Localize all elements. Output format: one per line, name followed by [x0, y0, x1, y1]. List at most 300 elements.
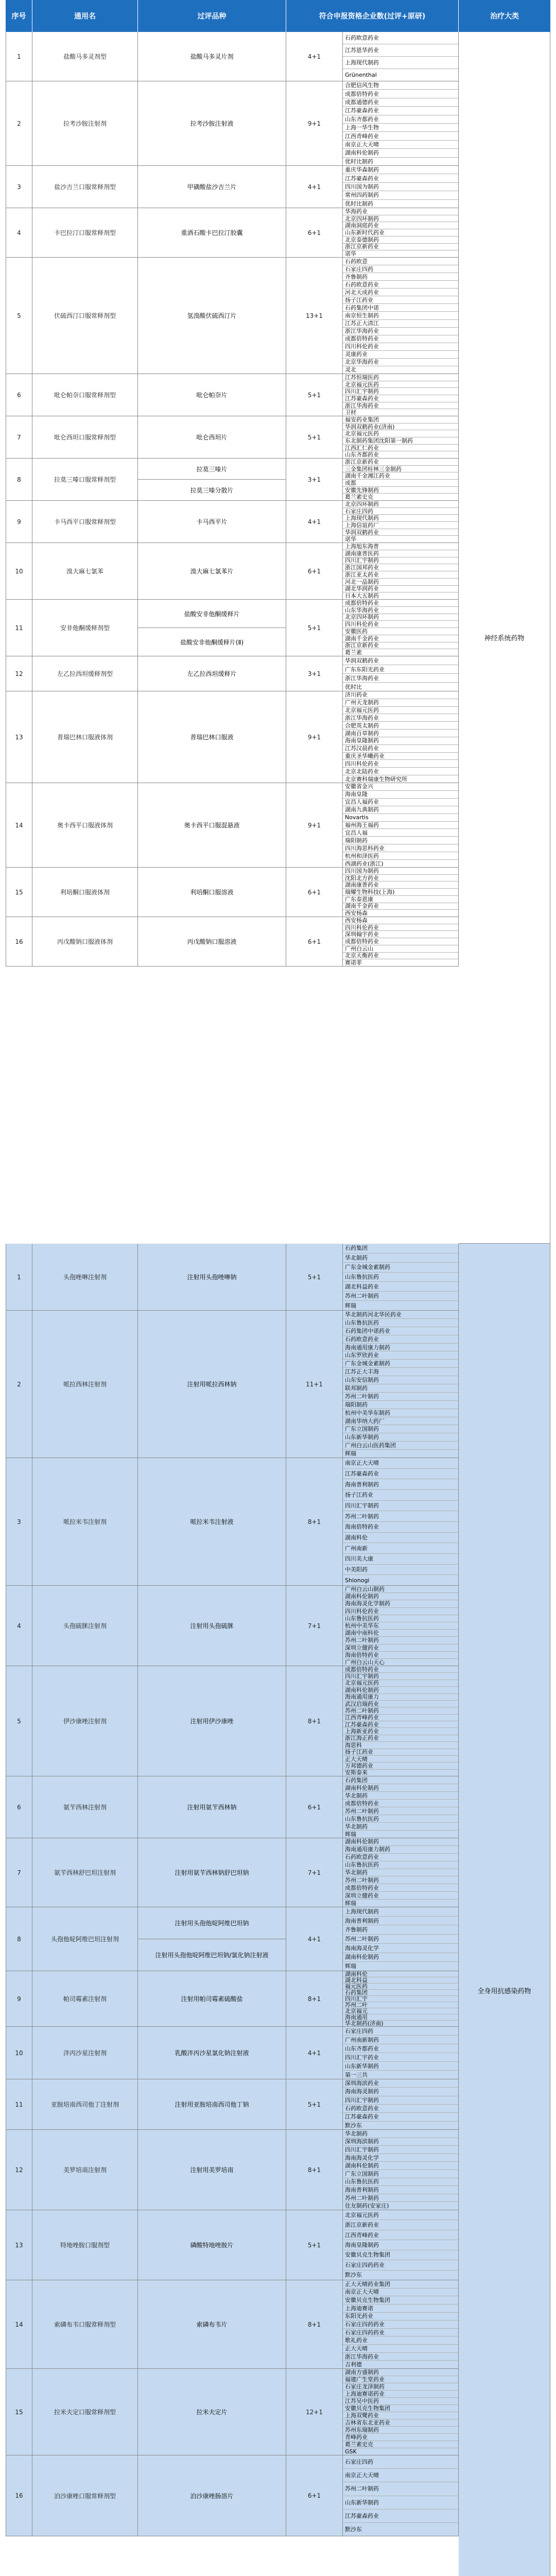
company-name: 苏州二叶制药: [343, 1935, 458, 1944]
company-name: 浙江华海药业: [343, 2353, 458, 2361]
company-name: 广东金城金素制药: [343, 1263, 458, 1273]
product-name: 拉莫三嗪分散片: [190, 486, 234, 494]
company-name: 四川汇宇药业: [343, 2053, 458, 2062]
row-count: 4+1: [286, 2027, 343, 2079]
company-name: 诺华: [345, 250, 356, 258]
row-products: [138, 166, 286, 208]
company-name: 成都倍特药业: [343, 1884, 458, 1892]
company-name: 江西青峰药业: [343, 132, 458, 140]
row-count: 5+1: [286, 2210, 343, 2280]
product-name: 注射用头孢硫脒: [190, 1622, 234, 1630]
company-name: 湖南九典制药: [343, 806, 458, 814]
row-companies: [343, 600, 459, 656]
company-name: 深圳海滨药业: [343, 2079, 458, 2088]
company-name: 北京泰德制药: [343, 236, 458, 244]
company-name: Grünenthal: [345, 72, 377, 78]
row-companies: [343, 501, 459, 543]
row-seq: 13: [6, 691, 32, 783]
company-name: 辉瑞: [345, 1831, 356, 1838]
company-name: 湖南科伦制药: [343, 2162, 458, 2170]
company-name: 石家庄四药药业: [343, 2320, 458, 2329]
company-name: 华润双鹤药业: [343, 529, 458, 536]
table-row: [6, 166, 459, 208]
row-companies: [343, 1776, 459, 1838]
company-name: 浙江华海药业: [343, 674, 458, 683]
table-row: [6, 600, 459, 656]
row-products: [138, 81, 286, 165]
table-row: [6, 2130, 459, 2210]
row-generic-name: 哌拉西林注射剂: [32, 1311, 138, 1458]
row-count: 4+1: [286, 32, 343, 81]
company-name: 默沙东: [345, 2272, 362, 2279]
company-name: 浙江京新药业: [343, 459, 458, 466]
row-count: 5+1: [286, 2079, 343, 2129]
company-name: 华北制药河北华民药业: [343, 1311, 458, 1319]
company-name: 山东鲁抗医药: [343, 2178, 458, 2187]
row-seq: 12: [6, 2130, 32, 2210]
row-seq: 12: [6, 656, 32, 691]
company-name: 四川汇宇制药: [343, 2146, 458, 2154]
row-generic-name: 拉考沙胺注射剂: [32, 81, 138, 165]
company-name: 安徽省金兴: [343, 783, 458, 791]
company-name: 山东鲁抗医药: [343, 1273, 458, 1282]
product-name: 盐酸安非他酮缓释片: [138, 600, 286, 628]
row-count: 8+1: [286, 2130, 343, 2210]
row-seq: 16: [6, 2455, 32, 2536]
company-name: 安徽贝克生物集团: [343, 2405, 458, 2412]
product-name: 注射用氨苄西林钠: [187, 1804, 237, 1811]
row-companies: [343, 656, 459, 691]
table-row: [6, 1838, 459, 1907]
row-generic-name: 左乙拉西坦缓释剂型: [32, 656, 138, 691]
company-name: 辉瑞: [345, 1900, 356, 1907]
company-name: 浙江华海药业: [343, 714, 458, 722]
company-name: 中美阳药: [343, 1565, 458, 1575]
company-name: 江苏恒瑞医药: [343, 374, 458, 381]
company-name: 苏州二叶制药: [343, 1707, 458, 1714]
row-seq: 6: [6, 374, 32, 416]
row-companies: [343, 2455, 459, 2536]
product-name: 盐酸安非他酮缓释片(Ⅱ): [180, 638, 244, 646]
company-name: 扬子江药业: [343, 1490, 458, 1501]
table-row: [6, 2369, 459, 2455]
company-name: 华北制药: [343, 1792, 458, 1800]
row-products: [138, 2027, 286, 2079]
company-name: 湖南科伦制药: [343, 1593, 458, 1600]
company-name: GSK: [345, 2448, 357, 2455]
company-name: 南京恒生制药: [343, 312, 458, 319]
company-name: 南京正大天晴: [343, 2289, 458, 2297]
row-products: [138, 208, 286, 257]
company-name: 深圳翰宇药业: [343, 931, 458, 938]
table-header: [6, 0, 550, 32]
company-name: 福安药业集团: [343, 416, 458, 423]
row-generic-name: 头孢他啶阿维巴坦注射剂: [32, 1907, 138, 1971]
company-name: 江苏豪森药业: [343, 2113, 458, 2121]
row-products: [138, 1971, 286, 2026]
company-name: 北京四环制药: [343, 501, 458, 508]
company-name: 北京北陆药业: [343, 768, 458, 775]
row-count: 7+1: [286, 1838, 343, 1907]
company-name: 山东鲁抗医药: [343, 1319, 458, 1327]
company-name: 四川汇宇: [343, 1996, 458, 2002]
company-name: 山东新华制药: [343, 2062, 458, 2071]
company-name: 赛诺菲: [345, 959, 362, 967]
company-name: 齐鲁制药: [343, 273, 458, 281]
company-name: 深圳立健药业: [343, 1892, 458, 1900]
table-row: [6, 32, 459, 81]
product-name: 普瑞巴林口服液: [190, 734, 234, 741]
table-row: [6, 1458, 459, 1586]
row-products: [138, 1311, 286, 1458]
company-name: 石药欧意药业: [343, 2105, 458, 2113]
company-name: 北京福元医药: [343, 2210, 458, 2220]
company-name: 山东齐都药业: [343, 115, 458, 124]
company-name: 苏州二叶制药: [343, 1876, 458, 1884]
company-name: 北京福元医药: [343, 707, 458, 715]
company-name: 湖南科伦制药: [343, 1838, 458, 1846]
row-products: [138, 868, 286, 917]
company-name: 安徽医药: [343, 628, 458, 635]
product-name: 溴大麻七氯苯片: [190, 568, 234, 575]
row-companies: [343, 2369, 459, 2455]
table-row: [6, 208, 459, 258]
company-name: 福元医药: [343, 1984, 458, 1990]
row-seq: 11: [6, 2079, 32, 2129]
company-name: 南京正大天晴: [343, 1458, 458, 1469]
company-name: 优时比制药: [345, 200, 373, 207]
company-name: 正大天晴: [343, 1756, 458, 1762]
company-name: 四川汇宇制药: [343, 1673, 458, 1680]
product-name: 重酒石酸卡巴拉汀胶囊: [181, 229, 243, 236]
row-companies: [343, 81, 459, 165]
table-row: [6, 374, 459, 416]
row-products: [138, 501, 286, 543]
row-companies: [343, 868, 459, 917]
company-name: 海南倍特药业: [343, 1522, 458, 1533]
company-name: 江苏正大丰海: [343, 1368, 458, 1376]
row-seq: 9: [6, 1971, 32, 2026]
row-products: [138, 917, 286, 966]
company-name: 葛兰素史克: [343, 2441, 458, 2448]
company-name: 深圳立健药业: [343, 1645, 458, 1652]
company-name: 华润双鹤药业: [343, 656, 458, 665]
company-name: 北京赛科瑞康生物研究所: [345, 775, 407, 783]
row-companies: [343, 1311, 459, 1458]
product-name: 注射用头孢唑啉钠: [187, 1274, 237, 1281]
company-name: 西安杨森: [345, 910, 368, 917]
company-name: 浙江国邦药业: [343, 564, 458, 571]
row-products: [138, 1776, 286, 1838]
company-name: 石家庄四药: [343, 508, 458, 515]
company-name: Novartis: [343, 814, 458, 822]
company-name: 葛兰素: [345, 649, 362, 656]
row-generic-name: 卡马西平口服常释剂型: [32, 501, 138, 543]
company-name: 石药集团中诺药业: [343, 1327, 458, 1335]
row-products: [138, 2280, 286, 2368]
company-name: 海南通用: [343, 2014, 458, 2021]
company-name: 卫材: [345, 409, 356, 416]
row-count: 4+1: [286, 1907, 343, 1971]
product-name: 利培酮口服溶液: [190, 889, 234, 896]
company-name: 四川汇宇制药: [343, 1501, 458, 1512]
row-products: [138, 2210, 286, 2280]
row-companies: [343, 2027, 459, 2079]
company-name: 山东鲁抗医药: [343, 1615, 458, 1622]
company-name: 湖南康普药业: [343, 882, 458, 889]
table-row: [6, 81, 459, 166]
company-name: 杭州中美华东制药: [343, 1409, 458, 1417]
product-name: 拉莫三嗪片: [138, 459, 286, 480]
row-companies: [343, 917, 459, 966]
company-name: 海南普利制药: [343, 2186, 458, 2194]
product-name: 泊沙康唑肠溶片: [190, 2492, 234, 2500]
product-name: 注射用头孢他啶阿维巴坦钠: [138, 1907, 286, 1939]
product-name: 吡仑帕奈片: [196, 392, 228, 399]
company-name: 湖南科伦制药: [343, 1687, 458, 1693]
table-row: [6, 1586, 459, 1666]
row-count: 4+1: [286, 501, 343, 543]
row-generic-name: 泮丙沙星注射剂: [32, 2027, 138, 2079]
row-seq: 11: [6, 600, 32, 656]
company-name: 广州白云山制药: [343, 1586, 458, 1593]
company-name: 默沙东: [345, 2526, 362, 2533]
product-name: 注射用美罗培南: [190, 2166, 234, 2174]
company-name: 苏州二叶制药: [343, 2194, 458, 2202]
company-name: 上海一华生物: [343, 124, 458, 132]
company-name: 石家庄四药药业: [343, 2260, 458, 2270]
row-count: 8+1: [286, 1971, 343, 2026]
row-companies: [343, 1586, 459, 1666]
row-companies: [343, 1907, 459, 1971]
row-products: [138, 2130, 286, 2210]
row-seq: 8: [6, 1907, 32, 1971]
company-name: 万邦德药业: [343, 1762, 458, 1769]
company-name: 住友制药(安家庄): [345, 2202, 389, 2210]
company-name: 吉林省东北亚药业: [343, 2419, 458, 2427]
company-name: 上海现代制药: [343, 1907, 458, 1917]
row-companies: [343, 1666, 459, 1776]
row-seq: 3: [6, 166, 32, 208]
row-generic-name: 泊沙康唑口服常释剂型: [32, 2455, 138, 2536]
row-seq: 14: [6, 783, 32, 867]
company-name: 瑞耀生物科技(上海): [343, 889, 458, 896]
company-name: 海南海灵化学: [343, 1944, 458, 1953]
company-name: 正大天晴: [343, 2345, 458, 2353]
company-name: 石家庄四药: [343, 265, 458, 273]
company-name: 江苏豪森药业: [343, 395, 458, 402]
company-name: 湖南方盛制药: [343, 2369, 458, 2376]
company-name: 海南海灵制药: [343, 2088, 458, 2096]
table-row: [6, 1311, 459, 1458]
table-row: [6, 1776, 459, 1838]
product-name: 磷酸特地唑胺片: [190, 2242, 234, 2249]
row-seq: 2: [6, 1311, 32, 1458]
row-generic-name: 哌拉米韦注射剂: [32, 1458, 138, 1585]
row-generic-name: 头孢硫脒注射剂: [32, 1586, 138, 1666]
company-name: 湖北华润药业: [343, 586, 458, 593]
table-row: [6, 917, 459, 967]
company-name: 山东鲁抗医药: [343, 1861, 458, 1869]
company-name: 江苏豪森药业: [343, 107, 458, 115]
company-name: 重庆圣华曦药业: [343, 753, 458, 760]
row-companies: [343, 416, 459, 458]
company-name: 上海现代制药: [343, 515, 458, 522]
row-generic-name: 溴大麻七氯苯: [32, 543, 138, 599]
row-companies: [343, 1971, 459, 2026]
company-name: 北京福元医药: [343, 430, 458, 437]
company-name: 华海药业: [343, 208, 458, 215]
row-seq: 5: [6, 1666, 32, 1776]
row-companies: [343, 2079, 459, 2129]
row-seq: 4: [6, 1586, 32, 1666]
company-name: 诺华: [345, 536, 356, 543]
table-row: [6, 1244, 459, 1311]
row-seq: 3: [6, 1458, 32, 1585]
company-name: 瑞阳制药: [343, 1401, 458, 1409]
company-name: 石药欧意药业: [343, 1335, 458, 1344]
header-qualified-count: 符合申报资格企业数(过评+原研): [286, 0, 459, 32]
company-name: 四川汇宇制药: [343, 557, 458, 565]
row-count: 13+1: [286, 258, 343, 374]
company-name: 海南海灵化学: [343, 2154, 458, 2162]
company-name: 浙江亚太药业: [343, 571, 458, 579]
company-name: 歌礼药业: [343, 2336, 458, 2345]
row-products: [138, 1586, 286, 1666]
row-count: 3+1: [286, 656, 343, 691]
company-name: 苏州二叶制药: [343, 1511, 458, 1522]
company-name: 苏州东瑞制药: [343, 2427, 458, 2434]
row-companies: [343, 1458, 459, 1585]
row-generic-name: 特地唑胺口服剂型: [32, 2210, 138, 2280]
row-count: 9+1: [286, 81, 343, 165]
company-name: 华北制药: [343, 1869, 458, 1877]
company-name: 默沙东: [345, 2122, 362, 2129]
company-name: 湖南科伦: [343, 1533, 458, 1544]
company-name: 北京天衡药业: [343, 953, 458, 960]
row-count: 6+1: [286, 917, 343, 966]
company-name: 四川科伦药业: [343, 924, 458, 931]
company-name: 湖北科益: [343, 1977, 458, 1984]
row-products: [138, 1838, 286, 1907]
table-row: [6, 416, 459, 459]
company-name: 石药集团: [343, 1776, 458, 1784]
row-seq: 14: [6, 2280, 32, 2368]
company-name: 江西汇仁药业: [343, 445, 458, 452]
company-name: 海南海灵化学制药: [343, 1600, 458, 1607]
row-count: 8+1: [286, 2280, 343, 2368]
company-name: 湖南洞庭药业: [343, 222, 458, 229]
product-name: 注射用伊沙康唑: [190, 1718, 234, 1725]
company-name: 湖南康普医药: [343, 550, 458, 557]
company-name: 四川科伦药业: [343, 343, 458, 351]
company-name: 四川美大康: [343, 1554, 458, 1565]
company-name: 南京正大天晴: [343, 141, 458, 149]
company-name: 上海双鹭药业: [343, 2412, 458, 2419]
row-products: [138, 783, 286, 867]
company-name: 山东新时代药业: [343, 229, 458, 236]
row-count: 9+1: [286, 783, 343, 867]
company-name: 湖南科伦制药: [343, 1953, 458, 1962]
company-name: 广州白云山医药集团: [343, 1442, 458, 1450]
row-generic-name: 伏硫西汀口服常释剂型: [32, 258, 138, 374]
company-name: 山东新华制药: [343, 2496, 458, 2510]
company-name: 江苏豪森药业: [343, 1721, 458, 1728]
company-name: 华润双鹤药业(济南): [343, 423, 458, 431]
company-name: 四川国为制药: [343, 183, 458, 191]
company-name: 上海旭东海普: [343, 543, 458, 550]
row-generic-name: 拉莫三嗪口服常释剂型: [32, 459, 138, 500]
company-name: 南京正大天晴: [343, 2469, 458, 2482]
row-products: [138, 2079, 286, 2129]
company-name: 苏州二叶制药: [343, 1807, 458, 1815]
row-count: 7+1: [286, 1586, 343, 1666]
row-products: [138, 258, 286, 374]
company-name: 福州海王福药: [343, 822, 458, 829]
company-name: 石家庄四药: [343, 2027, 458, 2036]
company-name: 浙江海正药业: [343, 1735, 458, 1742]
company-name: 湖南百草制药: [343, 730, 458, 737]
row-products: [138, 691, 286, 783]
company-name: 安徽贝克生物集团: [343, 2296, 458, 2304]
company-name: 石药集团: [343, 1990, 458, 1996]
table-row: [6, 258, 459, 374]
company-name: 安徽先锋制药: [343, 487, 458, 494]
company-name: 石药欧意药业: [343, 32, 458, 44]
table-row: [6, 2079, 459, 2130]
company-name: 苏州二叶: [343, 2002, 458, 2008]
company-name: 湖南华纳大药厂: [343, 1417, 458, 1426]
company-name: 联邦制药: [343, 1384, 458, 1393]
row-products: [138, 416, 286, 458]
company-name: 苏州二叶制药: [343, 2482, 458, 2496]
product-name: 乳酸泮丙沙星氯化钠注射液: [175, 2049, 249, 2057]
row-count: 4+1: [286, 166, 343, 208]
company-name: 江苏豪森药业: [343, 174, 458, 182]
category-label: 全身用抗感染药物: [459, 1244, 550, 2576]
company-name: 湖南科伦: [343, 1971, 458, 1977]
table-row: [6, 1971, 459, 2027]
company-name: 广州南新: [343, 1543, 458, 1554]
row-generic-name: 卡巴拉汀口服常释剂型: [32, 208, 138, 257]
row-count: 5+1: [286, 374, 343, 416]
row-products: [138, 1907, 286, 1971]
table-row: [6, 2280, 459, 2369]
row-count: 6+1: [286, 543, 343, 599]
row-companies: [343, 783, 459, 867]
company-name: 四川科伦药业: [343, 621, 458, 628]
company-name: 沈阳北方药业: [343, 875, 458, 882]
company-name: 宜昌人福: [343, 829, 458, 837]
company-name: 石家庄龙泽制药: [343, 2383, 458, 2391]
company-name: 安斯泰来: [345, 1769, 368, 1776]
company-name: 苏州二叶制药: [343, 1292, 458, 1301]
product-name: 注射用亚胺培南西司他丁钠: [175, 2101, 249, 2108]
row-generic-name: 利培酮口服液体剂: [32, 868, 138, 917]
table-row: [6, 459, 459, 501]
row-companies: [343, 1244, 459, 1310]
company-name: 石药欧意: [343, 258, 458, 265]
company-name: 海南皇隆制药: [343, 737, 458, 745]
row-products: [138, 543, 286, 599]
row-generic-name: 普瑞巴林口服液体剂: [32, 691, 138, 783]
company-name: 西安杨森: [343, 917, 458, 924]
table-row: [6, 543, 459, 600]
company-name: 江苏豪森药业: [343, 1469, 458, 1480]
row-companies: [343, 374, 459, 416]
company-name: Shionogi: [345, 1577, 370, 1584]
row-generic-name: 帕司霉素注射剂: [32, 1971, 138, 2026]
